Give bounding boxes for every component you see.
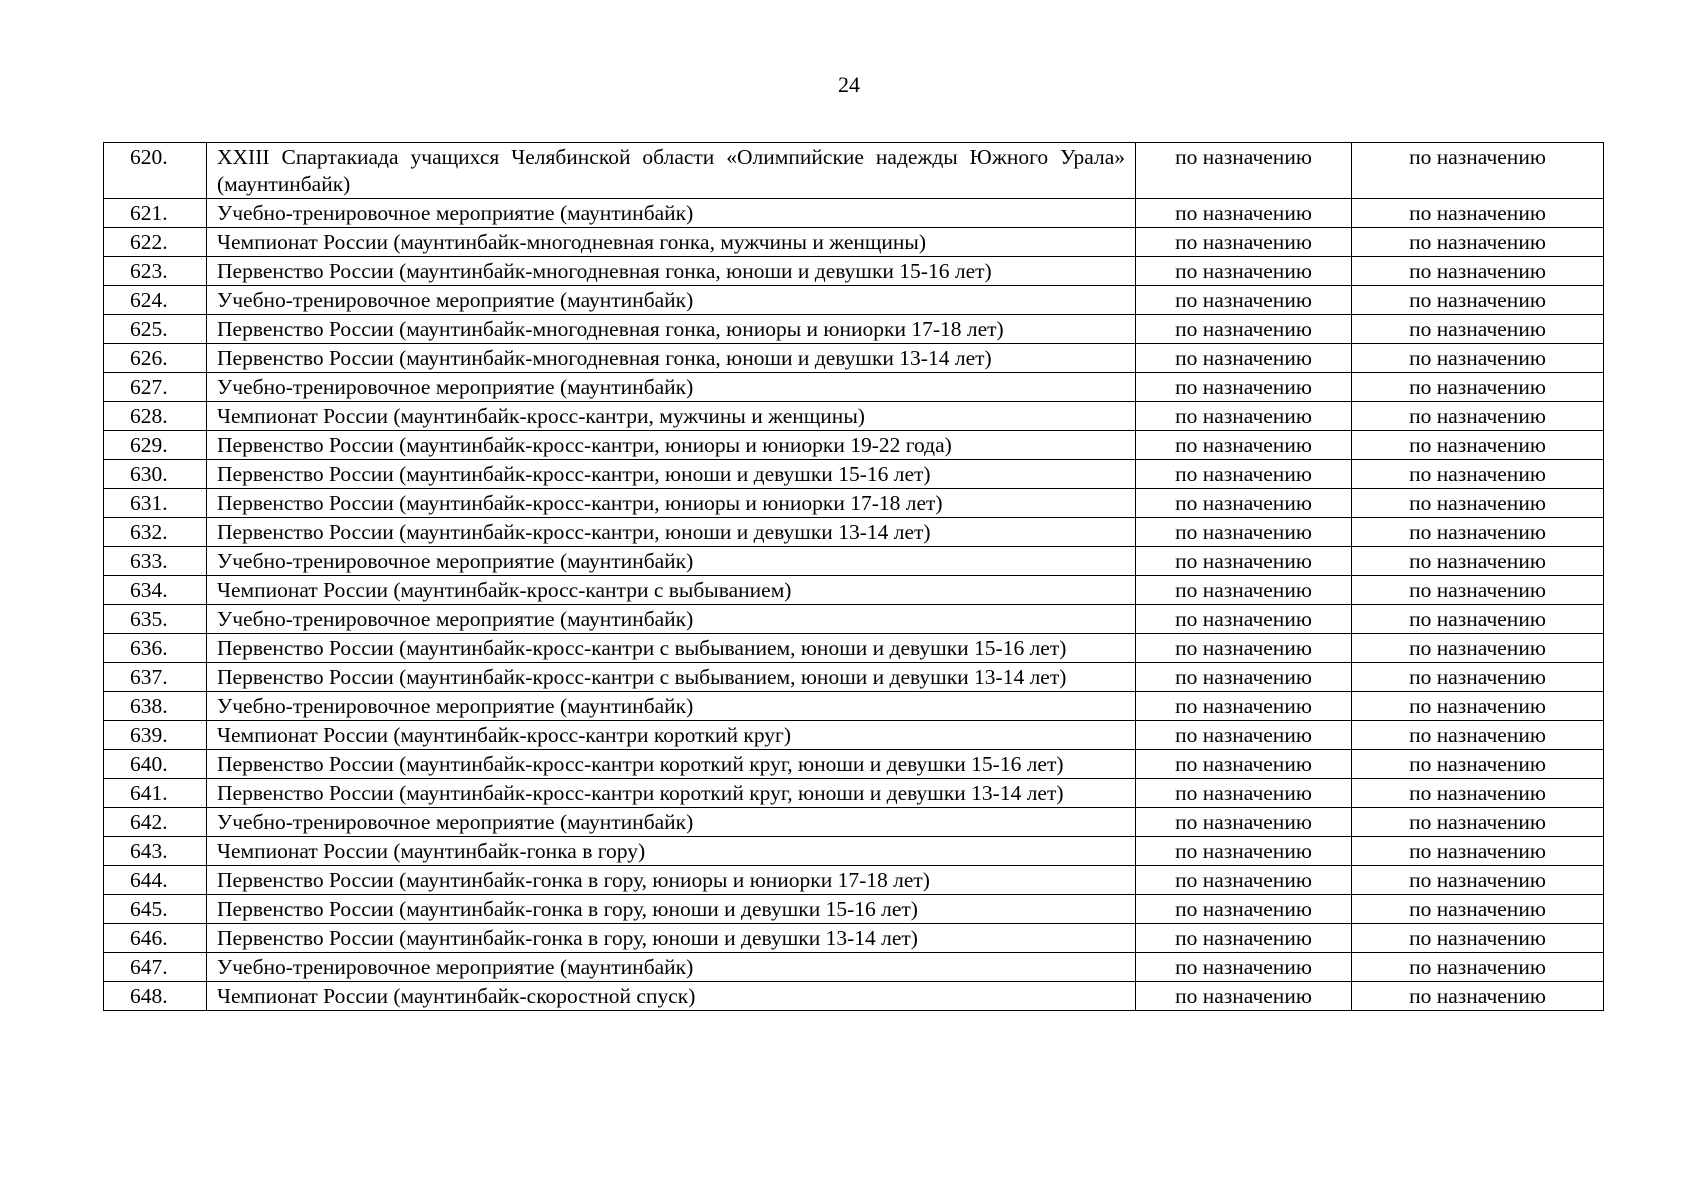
event-date: по назначению: [1136, 199, 1352, 228]
event-place: по назначению: [1352, 199, 1604, 228]
event-place: по назначению: [1352, 489, 1604, 518]
table-row: [104, 576, 1604, 605]
event-number: 648.: [104, 982, 207, 1011]
event-date: по назначению: [1136, 779, 1352, 808]
event-date: по назначению: [1136, 837, 1352, 866]
event-place: по назначению: [1352, 315, 1604, 344]
event-name: Первенство России (маунтинбайк-многодневная гонка, юноши и девушки 15-16 лет): [207, 257, 1136, 286]
event-number: 626.: [104, 344, 207, 373]
event-name: Первенство России (маунтинбайк-кросс-кантри короткий круг, юноши и девушки 15-16 лет): [207, 750, 1136, 779]
event-name: Первенство России (маунтинбайк-кросс-кантри короткий круг, юноши и девушки 13-14 лет): [207, 779, 1136, 808]
event-name: Учебно-тренировочное мероприятие (маунтинбайк): [207, 692, 1136, 721]
event-number: 621.: [104, 199, 207, 228]
table-row: [104, 866, 1604, 895]
table-row: [104, 750, 1604, 779]
event-name: Чемпионат России (маунтинбайк-кросс-кантри с выбыванием): [207, 576, 1136, 605]
table-row: [104, 634, 1604, 663]
event-number: 631.: [104, 489, 207, 518]
event-name: Чемпионат России (маунтинбайк-кросс-кантри короткий круг): [207, 721, 1136, 750]
table-row: [104, 431, 1604, 460]
event-name: Первенство России (маунтинбайк-многодневная гонка, юноши и девушки 13-14 лет): [207, 344, 1136, 373]
event-place: по назначению: [1352, 837, 1604, 866]
event-date: по назначению: [1136, 924, 1352, 953]
event-place: по назначению: [1352, 286, 1604, 315]
event-date: по назначению: [1136, 431, 1352, 460]
table-row: [104, 692, 1604, 721]
event-place: по назначению: [1352, 228, 1604, 257]
event-name: Первенство России (маунтинбайк-кросс-кантри, юноши и девушки 15-16 лет): [207, 460, 1136, 489]
event-name: Чемпионат России (маунтинбайк-гонка в гору): [207, 837, 1136, 866]
event-number: 638.: [104, 692, 207, 721]
event-name: Первенство России (маунтинбайк-гонка в гору, юноши и девушки 13-14 лет): [207, 924, 1136, 953]
event-date: по назначению: [1136, 518, 1352, 547]
table-row: [104, 895, 1604, 924]
event-place: по назначению: [1352, 257, 1604, 286]
event-place: по назначению: [1352, 547, 1604, 576]
event-place: по назначению: [1352, 808, 1604, 837]
table-row: [104, 373, 1604, 402]
event-number: 636.: [104, 634, 207, 663]
page-number: 24: [838, 72, 860, 97]
event-number: 630.: [104, 460, 207, 489]
event-date: по назначению: [1136, 895, 1352, 924]
event-name: Учебно-тренировочное мероприятие (маунтинбайк): [207, 605, 1136, 634]
event-number: 645.: [104, 895, 207, 924]
event-number: 633.: [104, 547, 207, 576]
table-row: [104, 315, 1604, 344]
event-place: по назначению: [1352, 692, 1604, 721]
event-number: 627.: [104, 373, 207, 402]
events-table: [103, 142, 1604, 1011]
event-name: Первенство России (маунтинбайк-многодневная гонка, юниоры и юниорки 17-18 лет): [207, 315, 1136, 344]
table-row: [104, 402, 1604, 431]
events-table-body: [104, 143, 1604, 1011]
event-date: по назначению: [1136, 373, 1352, 402]
event-date: по назначению: [1136, 489, 1352, 518]
event-name: Чемпионат России (маунтинбайк-кросс-кантри, мужчины и женщины): [207, 402, 1136, 431]
event-name: Первенство России (маунтинбайк-кросс-кантри, юниоры и юниорки 19-22 года): [207, 431, 1136, 460]
event-date: по назначению: [1136, 286, 1352, 315]
event-name: Первенство России (маунтинбайк-гонка в гору, юниоры и юниорки 17-18 лет): [207, 866, 1136, 895]
event-number: 639.: [104, 721, 207, 750]
event-number: 641.: [104, 779, 207, 808]
table-row: [104, 808, 1604, 837]
event-date: по назначению: [1136, 547, 1352, 576]
event-number: 643.: [104, 837, 207, 866]
table-row: [104, 605, 1604, 634]
event-name: Учебно-тренировочное мероприятие (маунтинбайк): [207, 373, 1136, 402]
event-number: 622.: [104, 228, 207, 257]
event-number: 635.: [104, 605, 207, 634]
event-date: по назначению: [1136, 721, 1352, 750]
event-date: по назначению: [1136, 228, 1352, 257]
event-place: по назначению: [1352, 143, 1604, 199]
event-place: по назначению: [1352, 605, 1604, 634]
table-row: [104, 663, 1604, 692]
event-number: 634.: [104, 576, 207, 605]
table-row: [104, 286, 1604, 315]
table-row: [104, 199, 1604, 228]
event-number: 629.: [104, 431, 207, 460]
event-date: по назначению: [1136, 808, 1352, 837]
event-number: 624.: [104, 286, 207, 315]
event-place: по назначению: [1352, 518, 1604, 547]
table-row: [104, 953, 1604, 982]
event-place: по назначению: [1352, 721, 1604, 750]
event-place: по назначению: [1352, 402, 1604, 431]
event-name: Чемпионат России (маунтинбайк-скоростной спуск): [207, 982, 1136, 1011]
event-name: Первенство России (маунтинбайк-кросс-кантри, юниоры и юниорки 17-18 лет): [207, 489, 1136, 518]
event-name: Первенство России (маунтинбайк-кросс-кантри с выбыванием, юноши и девушки 15-16 лет): [207, 634, 1136, 663]
event-number: 637.: [104, 663, 207, 692]
event-place: по назначению: [1352, 779, 1604, 808]
event-number: 620.: [104, 143, 207, 199]
event-place: по назначению: [1352, 750, 1604, 779]
event-date: по назначению: [1136, 605, 1352, 634]
event-date: по назначению: [1136, 460, 1352, 489]
event-name: Учебно-тренировочное мероприятие (маунтинбайк): [207, 808, 1136, 837]
event-date: по назначению: [1136, 315, 1352, 344]
event-number: 646.: [104, 924, 207, 953]
event-number: 623.: [104, 257, 207, 286]
event-name: Первенство России (маунтинбайк-кросс-кантри с выбыванием, юноши и девушки 13-14 лет): [207, 663, 1136, 692]
table-row: [104, 344, 1604, 373]
table-row: [104, 721, 1604, 750]
event-name: Учебно-тренировочное мероприятие (маунтинбайк): [207, 199, 1136, 228]
event-place: по назначению: [1352, 866, 1604, 895]
event-number: 644.: [104, 866, 207, 895]
event-number: 625.: [104, 315, 207, 344]
table-row: [104, 518, 1604, 547]
event-date: по назначению: [1136, 663, 1352, 692]
event-date: по назначению: [1136, 634, 1352, 663]
event-name: Первенство России (маунтинбайк-гонка в гору, юноши и девушки 15-16 лет): [207, 895, 1136, 924]
table-row: [104, 547, 1604, 576]
event-place: по назначению: [1352, 953, 1604, 982]
event-name: Учебно-тренировочное мероприятие (маунтинбайк): [207, 286, 1136, 315]
event-number: 642.: [104, 808, 207, 837]
event-date: по назначению: [1136, 257, 1352, 286]
event-date: по назначению: [1136, 143, 1352, 199]
event-number: 628.: [104, 402, 207, 431]
event-place: по назначению: [1352, 431, 1604, 460]
event-number: 640.: [104, 750, 207, 779]
event-place: по назначению: [1352, 634, 1604, 663]
table-row: [104, 143, 1604, 199]
event-place: по назначению: [1352, 373, 1604, 402]
table-row: [104, 779, 1604, 808]
table-row: [104, 982, 1604, 1011]
table-row: [104, 837, 1604, 866]
event-name: Первенство России (маунтинбайк-кросс-кантри, юноши и девушки 13-14 лет): [207, 518, 1136, 547]
table-row: [104, 489, 1604, 518]
event-place: по назначению: [1352, 924, 1604, 953]
event-place: по назначению: [1352, 982, 1604, 1011]
event-place: по назначению: [1352, 576, 1604, 605]
event-place: по назначению: [1352, 895, 1604, 924]
event-date: по назначению: [1136, 953, 1352, 982]
table-row: [104, 228, 1604, 257]
event-number: 647.: [104, 953, 207, 982]
event-date: по назначению: [1136, 866, 1352, 895]
event-date: по назначению: [1136, 576, 1352, 605]
event-place: по назначению: [1352, 344, 1604, 373]
event-number: 632.: [104, 518, 207, 547]
event-name: Учебно-тренировочное мероприятие (маунтинбайк): [207, 547, 1136, 576]
table-row: [104, 460, 1604, 489]
event-place: по назначению: [1352, 663, 1604, 692]
table-row: [104, 257, 1604, 286]
event-date: по назначению: [1136, 982, 1352, 1011]
table-row: [104, 924, 1604, 953]
event-date: по назначению: [1136, 402, 1352, 431]
event-date: по назначению: [1136, 692, 1352, 721]
event-name: Учебно-тренировочное мероприятие (маунтинбайк): [207, 953, 1136, 982]
event-date: по назначению: [1136, 750, 1352, 779]
event-name: Чемпионат России (маунтинбайк-многодневная гонка, мужчины и женщины): [207, 228, 1136, 257]
event-date: по назначению: [1136, 344, 1352, 373]
event-place: по назначению: [1352, 460, 1604, 489]
event-name: XXIII Спартакиада учащихся Челябинской области «Олимпийские надежды Южного Урала» (маунтинбайк): [207, 143, 1136, 199]
